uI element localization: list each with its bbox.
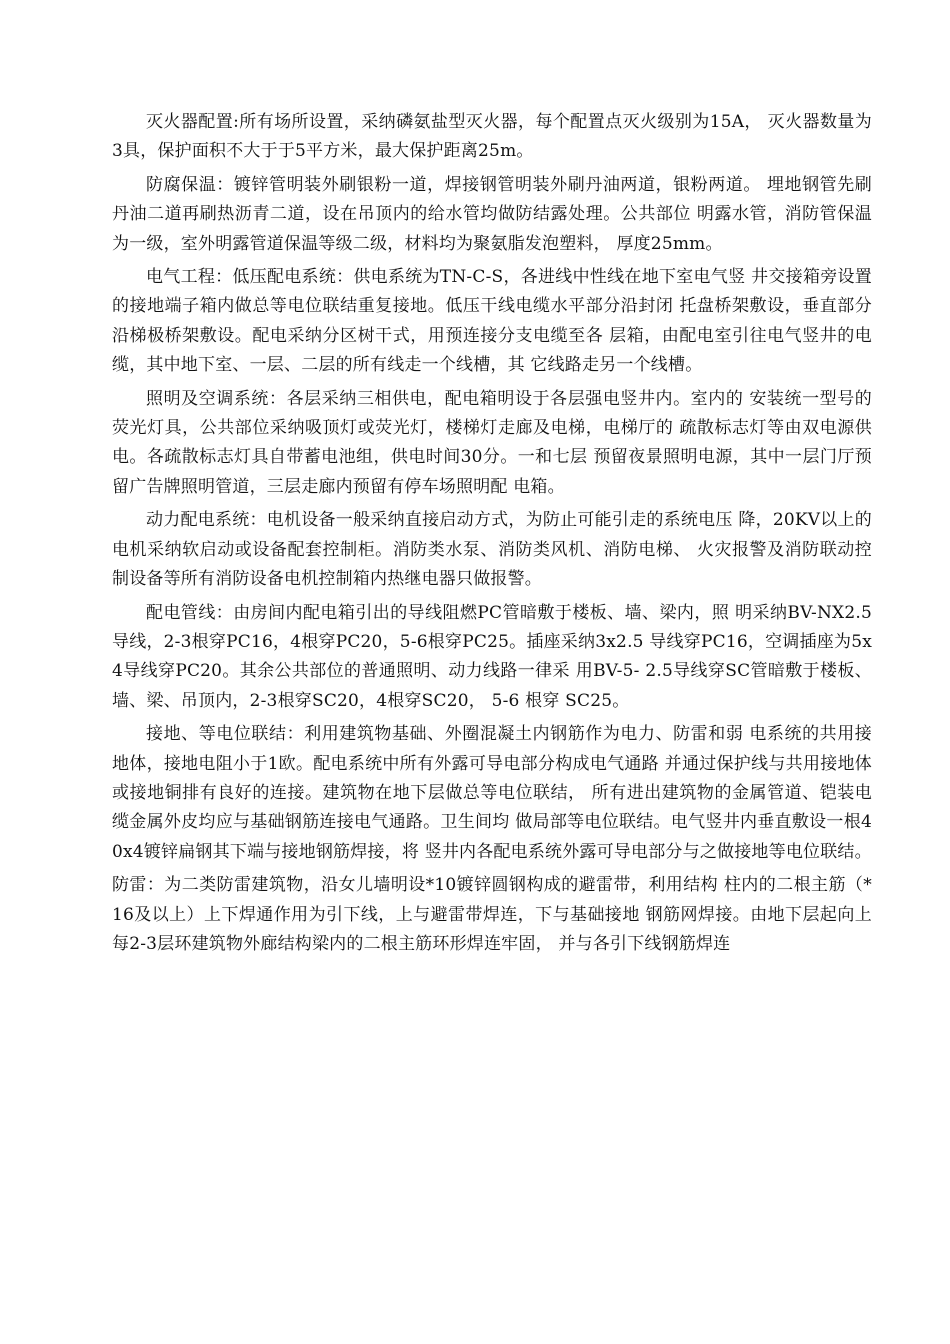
paragraph-distribution-wiring: 配电管线：由房间内配电箱引出的导线阻燃PC管暗敷于楼板、墙、梁内，照 明采纳BV-NX2.5导线，2-3根穿PC16，4根穿PC20，5-6根穿PC25。插座采纳3x2.5 导线穿PC16，空调插座为5x4导线穿PC20。其余公共部位的普通照明、动力线路一律采 用BV-5- 2.5导线穿SC管暗敷于楼板、墙、梁、吊顶内，2-3根穿SC20，4根穿SC20， 5-6 根穿 SC25。 [112,602,872,711]
paragraph-electrical-low-voltage: 电气工程：低压配电系统：供电系统为TN-C-S，各进线中性线在地下室电气竖 井交接箱旁设置的接地端子箱内做总等电位联结重复接地。低压干线电缆水平部分沿封闭 托盘桥架敷设，垂直部分沿梯极桥架敷设。配电采纳分区树干式，用预连接分支电缆至各 层箱，由配电室引往电气竖井的电缆，其中地下室、一层、二层的所有线走一个线槽，其 它线路走另一个线槽。 [112,267,872,376]
paragraph-power-distribution: 动力配电系统：电机设备一般采纳直接启动方式，为防止可能引走的系统电压 降，20KV以上的电机采纳软启动或设备配套控制柜。消防类水泵、消防类风机、消防电梯、 火灾报警及消防联动控制设备等所有消防设备电机控制箱内热继电器只做报警。 [112,510,872,590]
paragraph-grounding-bonding: 接地、等电位联结：利用建筑物基础、外圈混凝土内钢筋作为电力、防雷和弱 电系统的共用接地体，接地电阻小于1欧。配电系统中所有外露可导电部分构成电气通路 并通过保护线与共用接地体或接地铜排有良好的连接。建筑物在地下层做总等电位联结， 所有进出建筑物的金属管道、铠装电缆金属外皮均应与基础钢筋连接电气通路。卫生间均 做局部等电位联结。电气竖井内垂直敷设一根40x4镀锌扁钢其下端与接地钢筋焊接，将 竖井内各配电系统外露可导电部分与之做接地等电位联结。 [112,724,872,862]
document-body [112,108,872,963]
paragraph-fire-extinguisher: 灭火器配置:所有场所设置，采纳磷氨盐型灭火器，每个配置点灭火级别为15A， 灭火器数量为3具，保护面积不大于于5平方米，最大保护距离25m。 [112,112,872,162]
paragraph-anticorrosion-insulation: 防腐保温：镀锌管明装外刷银粉一道，焊接钢管明装外刷丹油两道，银粉两道。 埋地钢管先刷丹油二道再刷热沥青二道，设在吊顶内的给水管均做防结露处理。公共部位 明露水管，消防管保温为一级，室外明露管道保温等级二级，材料均为聚氨脂发泡塑料， 厚度25mm。 [112,174,872,254]
paragraph-lighting-ac: 照明及空调系统：各层采纳三相供电，配电箱明设于各层强电竖井内。室内的 安装统一型号的荧光灯具，公共部位采纳吸顶灯或荧光灯，楼梯灯走廊及电梯，电梯厅的 疏散标志灯等由双电源供电。各疏散标志灯具自带蓄电池组，供电时间30分。一和七层 预留夜景照明电源，其中一层门厅预留广告牌照明管道，三层走廊内预留有停车场照明配 电箱。 [112,388,872,497]
paragraph-lightning-protection: 防雷：为二类防雷建筑物，沿女儿墙明设*10镀锌圆钢构成的避雷带，利用结构 柱内的二根主筋（*16及以上）上下焊通作用为引下线，上与避雷带焊连，下与基础接地 钢筋网焊接。由地下层起向上每2-3层环建筑物外廊结构梁内的二根主筋环形焊连牢固， 并与各引下线钢筋焊连 [112,875,872,954]
